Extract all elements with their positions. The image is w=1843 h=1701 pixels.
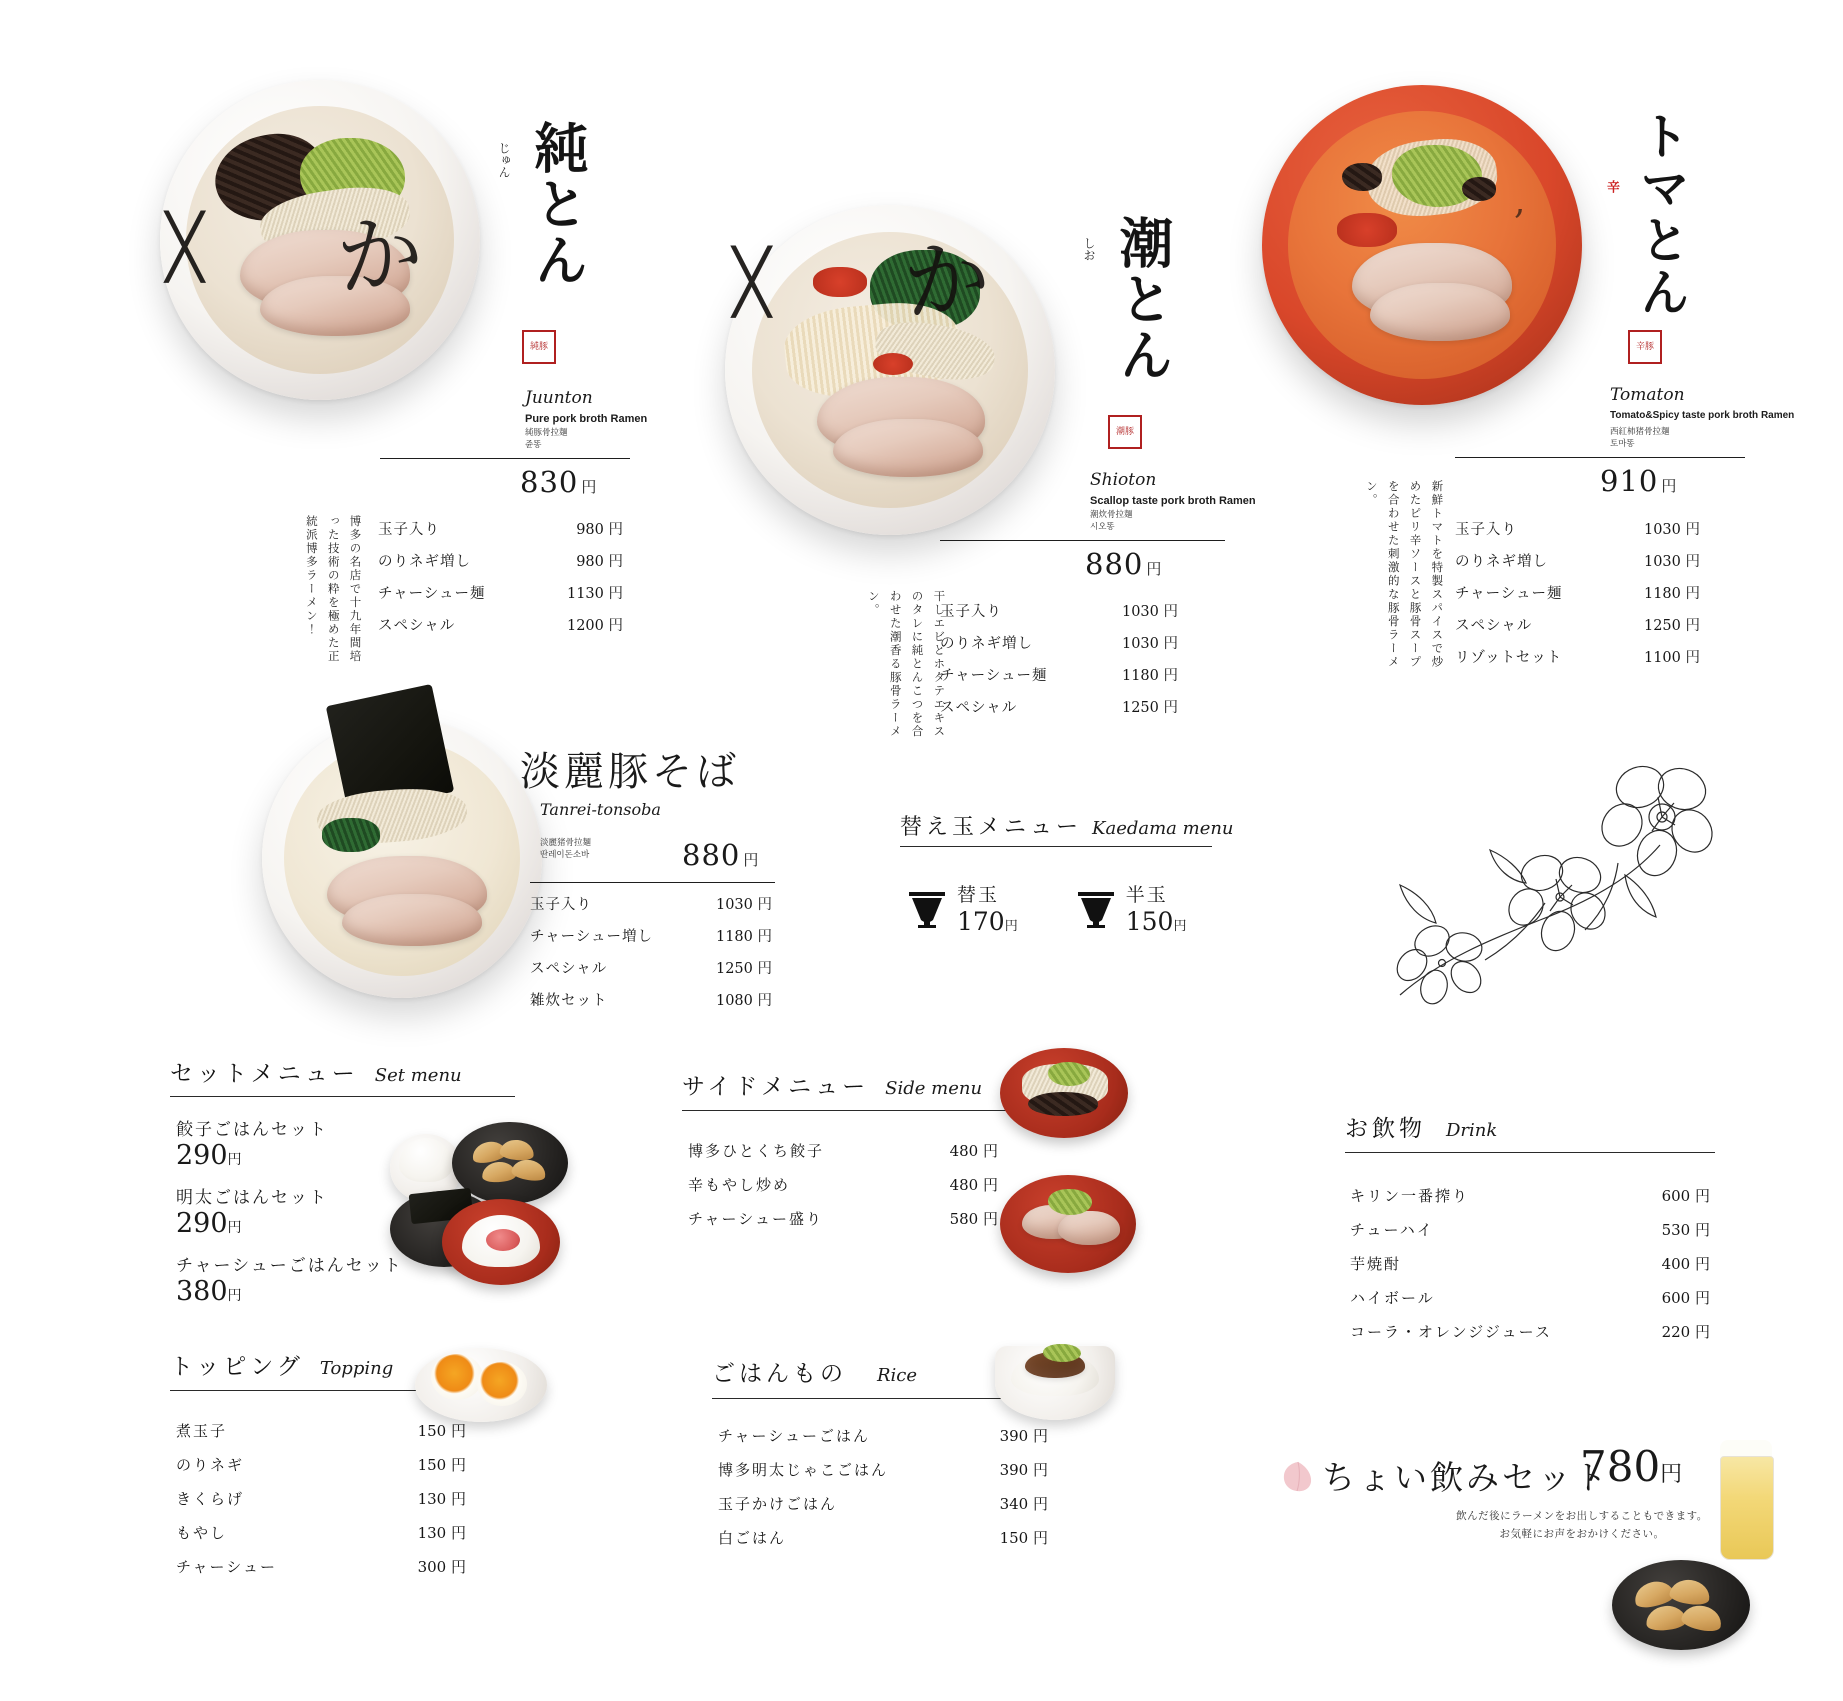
juunton-en-name: Pure pork broth Ramen bbox=[525, 413, 648, 425]
tanrei-photo bbox=[262, 718, 542, 998]
list-item: 玉子かけごはん 340 円 bbox=[718, 1495, 1048, 1513]
kaedama-section bbox=[900, 810, 1234, 841]
shioton-kr-name: 시오똥 bbox=[1090, 522, 1115, 532]
kaedama-divider bbox=[900, 846, 1212, 847]
juunton-cn-name: 純豚骨拉麺 bbox=[525, 428, 568, 438]
tanrei-options bbox=[530, 893, 772, 1021]
topping-items bbox=[176, 1420, 466, 1590]
shioton-logo bbox=[1082, 215, 1182, 415]
set-menu-divider bbox=[170, 1096, 515, 1097]
list-item: キリン一番搾り 600 円 bbox=[1350, 1187, 1710, 1205]
chashu-rice-photo bbox=[995, 1330, 1130, 1425]
sakura-petal-icon bbox=[1278, 1460, 1318, 1494]
kaedama-items bbox=[905, 880, 1225, 936]
sakura-illustration bbox=[1370, 745, 1740, 1020]
tomaton-price-yen: 円 bbox=[1661, 477, 1678, 495]
tanrei-divider bbox=[530, 882, 775, 883]
list-item: コーラ・オレンジジュース 220 円 bbox=[1350, 1323, 1710, 1341]
rice-menu-items bbox=[718, 1425, 1048, 1561]
juunton-script-name: Juunton bbox=[525, 388, 593, 408]
tomaton-options bbox=[1455, 518, 1700, 678]
drink-menu-script: Drink bbox=[1446, 1120, 1498, 1141]
shioton-logo-jp: 潮とん bbox=[1111, 215, 1175, 383]
drink-menu-items bbox=[1350, 1185, 1710, 1355]
kaedama-item bbox=[905, 880, 1018, 936]
list-item: きくらげ 130 円 bbox=[176, 1490, 466, 1508]
option-row: のりネギ増し 1030 円 bbox=[1455, 554, 1700, 570]
list-item: チューハイ 530 円 bbox=[1350, 1221, 1710, 1239]
option-row: のりネギ増し 1030 円 bbox=[940, 636, 1178, 652]
list-item: のりネギ 150 円 bbox=[176, 1456, 466, 1474]
tomaton-price-value: 910 bbox=[1600, 464, 1659, 498]
juunton-logo bbox=[497, 120, 597, 320]
rice-menu-title: ごはんもの bbox=[712, 1361, 847, 1387]
tomaton-en-name: Tomato&Spicy taste pork broth Ramen bbox=[1610, 410, 1795, 421]
juunton-price bbox=[520, 465, 597, 499]
option-row: チャーシュー麺 1180 円 bbox=[1455, 586, 1700, 602]
option-row: 玉子入り 1030 円 bbox=[940, 604, 1178, 620]
shioton-price-yen: 円 bbox=[1146, 560, 1163, 578]
shioton-cn-name: 潮炊骨拉麺 bbox=[1090, 510, 1133, 520]
side-menu-section bbox=[682, 1068, 982, 1101]
list-item: 博多ひとくち餃子 480 円 bbox=[688, 1142, 998, 1160]
option-row: スペシャル 1250 円 bbox=[530, 961, 772, 977]
set-menu-item: 明太ごはんセット 290円 bbox=[176, 1188, 328, 1239]
juunton-divider bbox=[380, 458, 630, 459]
kaedama-script: Kaedama menu bbox=[1092, 818, 1234, 839]
juunton-price-yen: 円 bbox=[581, 478, 598, 496]
kaedama-label: 半玉 bbox=[1125, 884, 1168, 906]
topping-section bbox=[170, 1348, 393, 1381]
shioton-divider bbox=[940, 540, 1225, 541]
tomaton-price bbox=[1600, 464, 1677, 498]
kaedama-label: 替玉 bbox=[957, 884, 1000, 906]
list-item: もやし 130 円 bbox=[176, 1524, 466, 1542]
set-menu-item: 餃子ごはんセット 290円 bbox=[176, 1120, 328, 1171]
tomaton-photo: , bbox=[1262, 85, 1582, 405]
rice-menu-divider bbox=[712, 1398, 1032, 1399]
option-row: 玉子入り 1030 円 bbox=[1455, 522, 1700, 538]
shioton-logo-ruby: しお bbox=[1082, 237, 1096, 261]
list-item: 白ごはん 150 円 bbox=[718, 1529, 1048, 1547]
tomaton-logo-jp: トマとん bbox=[1632, 110, 1691, 318]
set-menu-title: セットメニュー bbox=[170, 1061, 359, 1087]
list-item: 芋焼酎 400 円 bbox=[1350, 1255, 1710, 1273]
side-menu-script: Side menu bbox=[885, 1078, 983, 1099]
tomaton-cn-name: 西紅柿猪骨拉麺 bbox=[1610, 427, 1670, 437]
option-row: チャーシュー増し 1180 円 bbox=[530, 929, 772, 945]
shioton-stamp: 潮豚 bbox=[1108, 415, 1142, 449]
juunton-options bbox=[378, 518, 623, 646]
boiled-egg-photo bbox=[415, 1330, 565, 1422]
option-row: 雑炊セット 1080 円 bbox=[530, 993, 772, 1009]
list-item: 煮玉子 150 円 bbox=[176, 1422, 466, 1440]
set-menu-section bbox=[170, 1055, 462, 1088]
kaedama-item bbox=[1074, 880, 1187, 936]
kaedama-price: 150円 bbox=[1125, 907, 1187, 936]
chashu-plate-photo bbox=[1000, 1175, 1150, 1285]
juunton-logo-jp: 純とん bbox=[526, 120, 590, 288]
shioton-description: 干しエビとホタテエキスのタレに純とんこつを合わせた潮香る豚骨ラーメン。 bbox=[866, 590, 947, 739]
topping-script: Topping bbox=[319, 1358, 394, 1379]
gyoza-photo-bottom bbox=[1612, 1560, 1762, 1660]
option-row: リゾットセット 1100 円 bbox=[1455, 650, 1700, 666]
tanrei-title: 淡麗豚そば bbox=[520, 749, 740, 795]
kaedama-title: 替え玉メニュー bbox=[900, 815, 1083, 840]
option-row: 玉子入り 1030 円 bbox=[530, 897, 772, 913]
shioton-script-name: Shioton bbox=[1090, 470, 1157, 490]
moyashi-photo bbox=[1000, 1048, 1140, 1148]
juunton-logo-ruby: じゅん bbox=[497, 142, 511, 178]
option-row: チャーシュー麺 1130 円 bbox=[378, 586, 623, 602]
option-row: のりネギ増し 980 円 bbox=[378, 554, 623, 570]
shioton-price bbox=[1085, 547, 1162, 581]
tomaton-script-name: Tomaton bbox=[1610, 385, 1685, 405]
juunton-photo: か ╳ bbox=[160, 80, 480, 400]
list-item: 辛もやし炒め 480 円 bbox=[688, 1176, 998, 1194]
option-row: スペシャル 1250 円 bbox=[940, 700, 1178, 716]
shioton-photo: か ╳ bbox=[725, 205, 1055, 535]
topping-title: トッピング bbox=[170, 1354, 304, 1380]
option-row: チャーシュー麺 1180 円 bbox=[940, 668, 1178, 684]
juunton-kr-name: 쥰똥 bbox=[525, 440, 542, 450]
ramen-bowl-icon bbox=[1074, 886, 1118, 930]
beer-photo bbox=[1712, 1440, 1792, 1570]
tanrei-price bbox=[682, 838, 759, 872]
tanrei-cn-name: 淡麗猪骨拉麺 bbox=[540, 838, 592, 848]
choinomi-title: ちょい飲みセット bbox=[1322, 1458, 1610, 1497]
juunton-description: 博多の名店で十九年間培った技術の粋を極めた正統派博多ラーメン！ bbox=[304, 515, 363, 664]
set-menu-script: Set menu bbox=[374, 1065, 462, 1086]
set-menu-item: チャーシューごはんセット 380円 bbox=[176, 1256, 403, 1307]
tanrei-price-value: 880 bbox=[682, 838, 741, 872]
rice-menu-section bbox=[712, 1355, 917, 1388]
tanrei-price-yen: 円 bbox=[743, 851, 760, 869]
tanrei-script-name: Tanrei-tonsoba bbox=[540, 800, 661, 819]
list-item: 博多明太じゃこごはん 390 円 bbox=[718, 1461, 1048, 1479]
mentai-rice-photo bbox=[390, 1185, 570, 1295]
choinomi-price-value: 780 bbox=[1580, 1442, 1661, 1491]
list-item: チャーシュー 300 円 bbox=[176, 1558, 466, 1576]
drink-menu-divider bbox=[1345, 1152, 1715, 1153]
side-menu-items bbox=[688, 1140, 998, 1242]
choinomi-note-2: お気軽にお声をおかけください。 bbox=[1499, 1528, 1665, 1540]
tomaton-logo-ruby: 辛 bbox=[1605, 180, 1620, 193]
shioton-en-name: Scallop taste pork broth Ramen bbox=[1090, 495, 1256, 507]
tomaton-divider bbox=[1455, 457, 1745, 458]
drink-menu-section bbox=[1345, 1110, 1497, 1143]
drink-menu-title: お飲物 bbox=[1345, 1116, 1426, 1142]
list-item: チャーシューごはん 390 円 bbox=[718, 1427, 1048, 1445]
rice-menu-script: Rice bbox=[877, 1365, 918, 1386]
tomaton-kr-name: 토마똥 bbox=[1610, 439, 1635, 449]
ramen-bowl-icon bbox=[905, 886, 949, 930]
tomaton-stamp: 辛豚 bbox=[1628, 330, 1662, 364]
list-item: チャーシュー盛り 580 円 bbox=[688, 1210, 998, 1228]
juunton-price-value: 830 bbox=[520, 465, 579, 499]
side-menu-divider bbox=[682, 1110, 1012, 1111]
choinomi-price-yen: 円 bbox=[1660, 1462, 1683, 1487]
shioton-price-value: 880 bbox=[1085, 547, 1144, 581]
side-menu-title: サイドメニュー bbox=[682, 1074, 870, 1100]
option-row: スペシャル 1200 円 bbox=[378, 618, 623, 634]
tanrei-kr-name: 딴레이돈소바 bbox=[540, 850, 590, 860]
list-item: ハイボール 600 円 bbox=[1350, 1289, 1710, 1307]
tomaton-description: 新鮮トマトを特製スパイスで炒めたピリ辛ソースと豚骨スープを合わせた刺激的な豚骨ラーメン。 bbox=[1364, 480, 1445, 669]
tomaton-logo bbox=[1605, 110, 1697, 325]
option-row: 玉子入り 980 円 bbox=[378, 522, 623, 538]
choinomi-note-1: 飲んだ後にラーメンをお出しすることもできます。 bbox=[1456, 1510, 1708, 1522]
kaedama-price: 170円 bbox=[957, 907, 1018, 936]
choinomi-price bbox=[1580, 1442, 1682, 1491]
juunton-stamp: 純豚 bbox=[522, 330, 556, 364]
shioton-options bbox=[940, 600, 1178, 728]
option-row: スペシャル 1250 円 bbox=[1455, 618, 1700, 634]
